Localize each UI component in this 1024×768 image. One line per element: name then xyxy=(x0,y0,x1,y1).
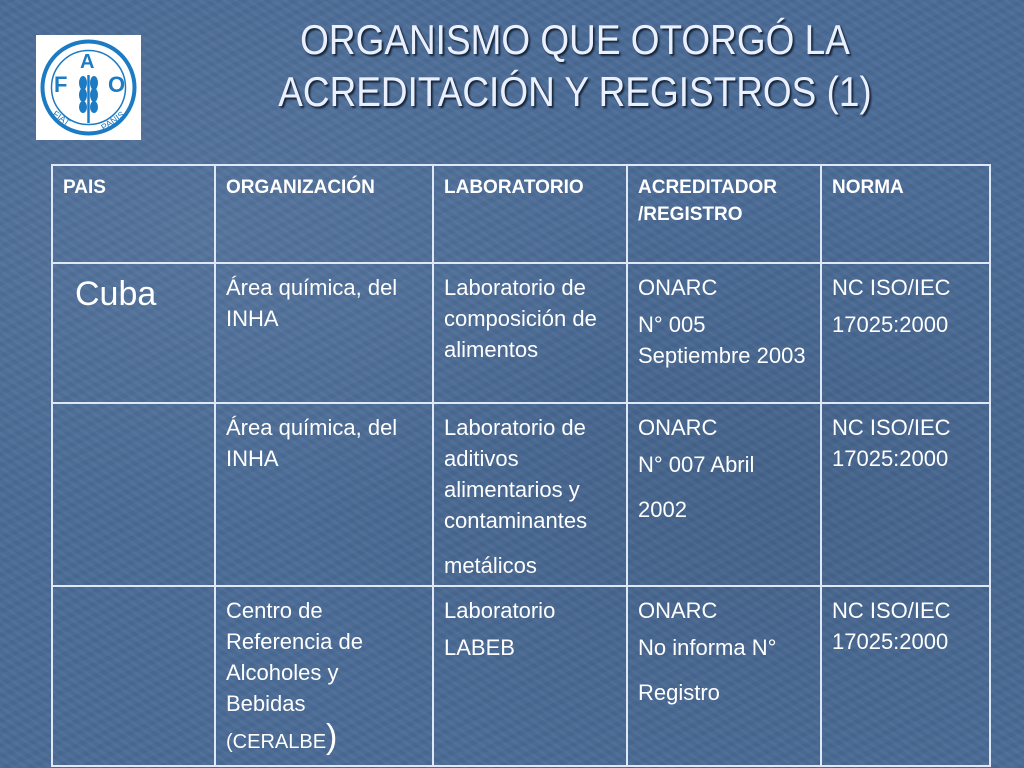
organizacion-acronym: (CERALBE xyxy=(226,731,327,753)
cell-norma: NC ISO/IEC 17025:2000 xyxy=(821,586,990,766)
laboratorio-line-2: LABEB xyxy=(444,635,515,660)
accreditation-table xyxy=(51,164,991,767)
cell-acreditador xyxy=(627,586,821,766)
header-acreditador-line-1: ACREDITADOR xyxy=(638,177,777,198)
table-row xyxy=(52,403,990,586)
table-row xyxy=(52,263,990,403)
organizacion-line-2 xyxy=(226,718,424,758)
fao-logo xyxy=(36,35,141,140)
acreditador-registro: No informa N° xyxy=(638,635,777,660)
svg-text:O: O xyxy=(108,72,126,97)
cell-pais xyxy=(52,586,215,766)
cell-acreditador xyxy=(627,263,821,403)
header-acreditador-line-2: /REGISTRO xyxy=(638,204,743,225)
title-line-2: ACREDITACIÓN Y REGISTROS (1) xyxy=(278,68,872,115)
cell-pais xyxy=(52,403,215,586)
acreditador-registro: N° 005 Septiembre 2003 xyxy=(638,312,806,368)
fao-emblem-icon xyxy=(36,35,141,140)
norma-line-1: NC ISO/IEC xyxy=(832,275,951,300)
header-organizacion: ORGANIZACIÓN xyxy=(215,165,433,263)
acreditador-registro-2: Registro xyxy=(638,680,720,705)
svg-text:PANIS: PANIS xyxy=(99,109,127,133)
acreditador-entity: ONARC xyxy=(638,275,718,300)
acreditador-year: 2002 xyxy=(638,497,687,522)
header-pais: PAIS xyxy=(52,165,215,263)
page-title xyxy=(210,14,940,118)
cell-laboratorio: Laboratorio de composición de alimentos xyxy=(433,263,627,403)
table-row xyxy=(52,586,990,766)
cell-norma xyxy=(821,263,990,403)
organizacion-paren: ) xyxy=(326,718,338,756)
organizacion-line-1: Centro de Referencia de Alcoholes y Bebidas xyxy=(226,598,363,716)
svg-text:FIAT: FIAT xyxy=(50,108,72,128)
laboratorio-line-1: Laboratorio de aditivos alimentarios y contaminantes xyxy=(444,415,588,533)
header-laboratorio: LABORATORIO xyxy=(433,165,627,263)
cell-laboratorio xyxy=(433,403,627,586)
laboratorio-line-1: Laboratorio xyxy=(444,598,556,623)
table-header-row xyxy=(52,165,990,263)
cell-organizacion xyxy=(215,586,433,766)
cell-organizacion: Área química, del INHA xyxy=(215,263,433,403)
cell-organizacion: Área química, del INHA xyxy=(215,403,433,586)
laboratorio-line-2: metálicos xyxy=(444,553,537,578)
cell-pais: Cuba xyxy=(52,263,215,403)
header-norma: NORMA xyxy=(821,165,990,263)
acreditador-entity: ONARC xyxy=(638,598,718,623)
header-acreditador xyxy=(627,165,821,263)
acreditador-registro: N° 007 Abril xyxy=(638,452,755,477)
norma-line-2: 17025:2000 xyxy=(832,312,949,337)
cell-norma: NC ISO/IEC 17025:2000 xyxy=(821,403,990,586)
svg-text:F: F xyxy=(54,72,68,97)
acreditador-entity: ONARC xyxy=(638,415,718,440)
svg-text:A: A xyxy=(80,51,95,73)
cell-laboratorio xyxy=(433,586,627,766)
title-line-1: ORGANISMO QUE OTORGÓ LA xyxy=(300,16,850,63)
cell-acreditador xyxy=(627,403,821,586)
